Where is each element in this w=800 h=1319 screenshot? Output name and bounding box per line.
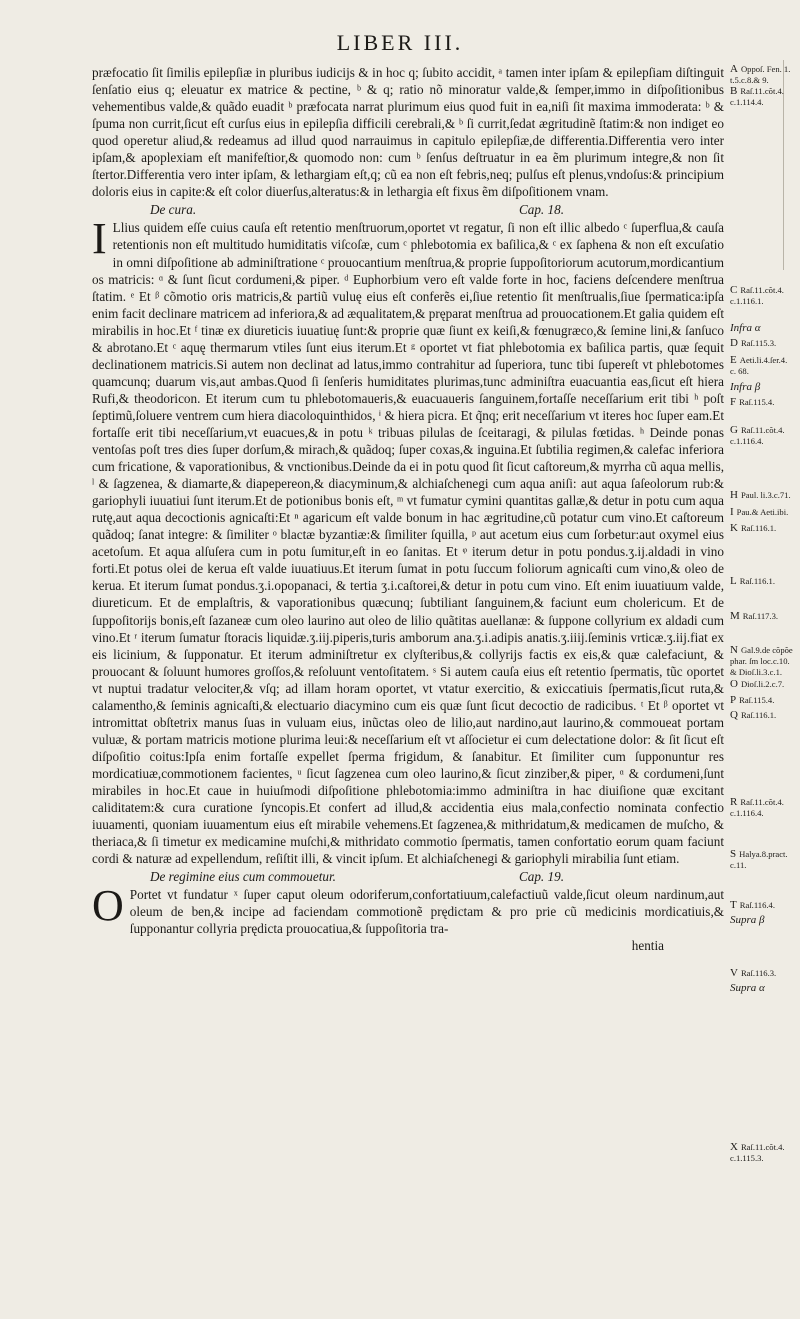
margin-note-text: Gal.9.de cõpõe xyxy=(740,645,793,655)
margin-note xyxy=(730,86,798,96)
margin-note xyxy=(730,1153,798,1163)
margin-note-text: Raſ.115.4. xyxy=(739,397,775,407)
margin-note-key: X xyxy=(730,1141,738,1153)
margin-note xyxy=(730,679,798,689)
margin-note-text: Raſ.11.cõt.4. xyxy=(740,86,784,96)
margin-note xyxy=(730,1142,798,1152)
margin-note-text: Supra α xyxy=(730,982,765,994)
margin-note xyxy=(730,490,798,500)
drop-initial-I: I xyxy=(92,214,107,264)
running-head: LIBER III. xyxy=(336,30,464,55)
margin-note xyxy=(730,397,798,407)
paragraph-3 xyxy=(92,881,724,937)
margin-note xyxy=(730,808,798,818)
margin-note xyxy=(730,355,798,365)
main-text-column xyxy=(92,64,724,954)
chapter-heading-19 xyxy=(92,868,724,885)
margin-note xyxy=(730,285,798,295)
margin-note-text: t.5.c.8.& 9. xyxy=(730,75,769,85)
margin-note xyxy=(730,576,798,586)
margin-note-text: Dioſ.li.2.c.7. xyxy=(740,679,785,689)
margin-note-text: Raſ.11.cõt.4. xyxy=(740,1142,785,1152)
chapter-heading-18 xyxy=(92,201,724,218)
margin-note-text: c.1.116.4. xyxy=(730,808,764,818)
margin-note-key: G xyxy=(730,424,738,436)
margin-note-key: H xyxy=(730,489,738,501)
margin-note xyxy=(730,296,798,306)
margin-note xyxy=(730,656,798,666)
margin-note-key: M xyxy=(730,610,740,622)
margin-note xyxy=(730,860,798,870)
margin-note-text: c.1.115.3. xyxy=(730,1153,764,1163)
margin-note-text: & Dioſ.li.3.c.1. xyxy=(730,667,783,677)
margin-note xyxy=(730,900,798,910)
margin-note xyxy=(730,710,798,720)
margin-note-text: c.11. xyxy=(730,860,747,870)
margin-note xyxy=(730,983,798,993)
margin-note-key: R xyxy=(730,796,738,808)
margin-note-key: P xyxy=(730,694,737,706)
margin-note-text: Pau.& Aeti.ibi. xyxy=(736,507,789,517)
margin-note-key: I xyxy=(730,506,734,518)
margin-note-text: c.1.114.4. xyxy=(730,97,764,107)
margin-note-text: c.1.116.1. xyxy=(730,296,764,306)
margin-note-text: Raſ.116.4. xyxy=(739,900,775,910)
margin-note xyxy=(730,382,798,392)
margin-note-text: Halya.8.pract. xyxy=(739,849,788,859)
margin-note xyxy=(730,695,798,705)
margin-note xyxy=(730,611,798,621)
margin-note xyxy=(730,915,798,925)
margin-note-text: Raſ.116.3. xyxy=(740,968,777,978)
paragraph-3-text: Portet vt fundatur ˣ ſuper caput oleum odoriferum,confortatiuum,calefactiuũ valde,ſicut oleum nardinum,aut oleum de ben,& incipe ad faciendam commotionẽ prędictam & pro prie cũ medicinis mordicatiuis,& ſupponantur collyria prędicta prouocatiua,& ſuppoſitoria tra- xyxy=(129,887,724,937)
margin-note-text: Paul. li.3.c.71. xyxy=(740,490,791,500)
margin-note-text: Infra β xyxy=(730,381,761,393)
margin-note xyxy=(730,97,798,107)
margin-note xyxy=(730,645,798,655)
margin-note xyxy=(730,323,798,333)
margin-note-key: N xyxy=(730,644,738,656)
margin-note-text: c. 68. xyxy=(730,366,749,376)
margin-note xyxy=(730,797,798,807)
margin-note xyxy=(730,366,798,376)
margin-note-text: Raſ.115.4. xyxy=(739,695,775,705)
margin-note xyxy=(730,507,798,517)
margin-note-text: Raſ.11.cõt.4. xyxy=(740,797,784,807)
margin-note-key: A xyxy=(730,63,738,75)
margin-note-key: K xyxy=(730,522,738,534)
margin-note xyxy=(730,338,798,348)
margin-note xyxy=(730,425,798,435)
margin-note-key: S xyxy=(730,848,737,860)
margin-note xyxy=(730,523,798,533)
heading-de-cura: De cura. xyxy=(150,202,197,218)
margin-note-text: Infra α xyxy=(730,322,761,334)
margin-note-text: Raſ.116.1. xyxy=(740,710,777,720)
margin-note-key: D xyxy=(730,337,738,349)
margin-note-text: Raſ.116.1. xyxy=(740,523,777,533)
margin-note-key: Q xyxy=(730,709,738,721)
margin-note-text: Aeti.li.4.ſer.4. xyxy=(739,355,788,365)
drop-initial-O: O xyxy=(92,881,124,931)
margin-note-key: V xyxy=(730,967,738,979)
margin-note xyxy=(730,436,798,446)
margin-note-key: L xyxy=(730,575,737,587)
margin-note-key: E xyxy=(730,354,737,366)
paragraph-1: præfocatio ſit ſimilis epilepſiæ in pluribus iudicijs & in hoc q; ſubito accidit, ᵃ tamen inter ipſam & epilepſiam diſtinguit ſenſatio eius q; eleuatur ex matrice & pectine, ᵇ & q; ratio nõ minoratur valde,& ſemper,immo in diſpoſitionibus vehementibus valde,& quãdo euadit ᵇ præfocata narrat plurimum eius quod fuit in ea,niſi ſit maxima immoderata: ᵇ & ſpuma non currit,ſicut eſt curſus eius in epilepſia difficili cerebrali,& ᵇ ſi currit,ſedat ægritudinẽ ſtatim:& non indiget eo quod operetur aliud,& redeamus ad illud quod narrauimus in capitulo epilepſiæ,de differentia.Differentia vero inter ipſam,& apoplexiam eſt manifeſtior,& quomodo non: cum ᵇ ſenſus deſtruatur in ea ẽm plurimum integre,& non ſit ſtertor.Differentia vero inter ipſam, & lethargiam eſt,q; cũ ea non eſt febris,neq; pulſus eſt plenus,vndoſus:& principium doloris eius in capite:& eſt color diuerſus,alteratus:& in lethargia eſt fixus ẽm diſpoſitionem vnam. xyxy=(92,65,724,200)
margin-note xyxy=(730,849,798,859)
chapter-number-19: Cap. 19. xyxy=(518,869,564,885)
margin-note xyxy=(730,64,798,74)
margin-note-key: O xyxy=(730,678,738,690)
chapter-number-18: Cap. 18. xyxy=(518,202,564,218)
margin-note-key: B xyxy=(730,85,738,97)
margin-note xyxy=(730,968,798,978)
margin-note-text: Raſ.116.1. xyxy=(739,576,775,586)
margin-note-text: phar. ſm loc.c.10. xyxy=(730,656,790,666)
margin-note xyxy=(730,667,798,677)
margin-note-text: c.1.116.4. xyxy=(730,436,764,446)
margin-note-text: Raſ.11.cõt.4. xyxy=(740,425,785,435)
margin-note xyxy=(730,75,798,85)
catchword-line: hentia xyxy=(631,938,664,954)
heading-de-regimine: De regimine eius cum commouetur. xyxy=(150,869,336,885)
margin-note-key: T xyxy=(730,899,737,911)
margin-note-text: Raſ.11.cõt.4. xyxy=(740,285,784,295)
margin-note-text: Supra β xyxy=(730,914,765,926)
margin-note-key: C xyxy=(730,284,738,296)
paragraph-2 xyxy=(92,214,724,867)
margin-note-text: Raſ.115.3. xyxy=(740,338,777,348)
paragraph-2-text: Llius quidem eſſe cuius cauſa eſt retentio menſtruorum,oportet vt regatur, ſi non eſt illic albedo ᶜ ſuperflua,& cauſa retentionis non eſt multitudo humiditatis viſcoſæ, cum ᶜ phlebotomia ex baſilica,& ᶜ ex ſaphena & non eſt excuſatio in omni diſpoſitione ab adminiſtratione ᶜ prouocantium menſtrua,& proprie ſuppoſitoriorum acutorum,mordicantium os matricis: ᵅ & ſunt ſicut cordumeni,& piper. ᵈ Euphorbium vero eſt valde forte in hoc, faciens deſcendere menſtrua ſtatim. ᵉ Et ᵝ cõmotio oris matricis,& partiũ vuluę eius eſt conferẽs ei,ſiue retentio ſit menſtrualis,ſiue ſpermatica:ipſa enim facit declinare matricem ad inferiora,& ad æqualitatem,& pręparat menſtrua ad prouocationem.Et galia quidem eſt mirabilis in hoc.Et ᶠ tinæ ex diureticis iuuatiuę ſunt:& proprie quæ ſiunt ex keiſi,& fœnugræco,& ſemine lini,& ſanſuco & abrotano.Et ᶜ aquę thermarum vtiles ſunt eius iterum.Et ᵍ oportet vt fiat phlebotomia ex baſilica partis, quæ ſequit declinationem matricis.Si autem non declinat ad latus,immo contrahitur ad ſuperiora, tunc tibi ſupereſt vt phlebotomes quamcunq; duarum vis,aut ambas.Quod ſi ſenſeris humiditates plurimas,tunc adminiſtra euacuantia eas,ſicut eſt hiera Rufi,& theodoricon. Et iterum cum tu phlebotomaueris,& euacuaueris ſanguinem,fortaſſe neceſſarium erit tibi ʰ poſt ſeptimũ,ſoluere ventrem cum hiera diacoloquinthidos, ⁱ & hiera picra. Et q̃nq; erit neceſſarium vt iteres hoc ſuper eam.Et fortaſſe erit tibi neceſſarium,vt euacues,& in potu ᵏ tribuas pilulas de ſceitaragi, & pilulas fœtidas. ʰ Deinde ponas ventoſas poſt tres dies ſuper dorſum,& mirach,& quãdoq; ſuper coxas,& inguina.Et ſubtilia regimen,& calefac inferiora cum fricatione, & vaporationibus, & vnctionibus.Deinde da ei in potu quod ſit ſicut caſtoreum,& myrrha cũ aqua mellis, ˡ & ſagzenea, & diamarte,& diapepereon,& diacyminum,& alchiaſchenegi cum aqua aniſi: aut aqua ſaſeolorum rub:& gariophyli iuuatiui ſunt iterum.Et de potionibus bonis eſt, ᵐ vt fumatur cymini quantitas gallæ,& detur in potu cum aqua rutę,aut aqua decoctionis agnicaſti:Et ⁿ agaricum eſt valde bonum in hac ægritudine,cũ potatur cum vino.Et caſtoreum quãdoq; ſanat integre: & ſimiliter ᵒ blactæ byzantiæ:& ſimiliter ſquilla, ᵖ aut acetum eius cum ſorbetur:aut oxymel eius acetoſum. Et aqua alſuſera cum in potu ſumitur,eſt in eo ſanitas. Et ᵠ iterum detur in potu pondus.ʒ.ij.aldadi in vino forti.Et potus olei de kerua eſt valde iuuatiuus.Et iterum ſumat in potu ſuccum foliorum agnicaſti cum vino,& oleo de kerua. Et iterum ſumat pondus.ʒ.i.opopanaci, & tertia ʒ.i.caſtorei,& detur in potu cum vino. Eſt enim iuuatiuum valde, diureticum. Et de emplaſtris, & vaporationibus quæcunq; ſubtiliant ſanguinem,& faciunt eum cholericum. Et de ſuppoſitorijs bonis,eſt ſazaneæ cum oleo laurino aut oleo de lilio quãtitas auellanæ: & ſuppone collyrium ex aldadi cum vino.Et ʳ iterum ſumatur ſtoracis liquidæ.ʒ.iij.piperis,turis amborum ana.ʒ.i.adipis anatis.ʒ.iiij.ſeminis vrticæ.ʒ.iij.fiat ex eis licinium, & ſupponatur. Et iterum adminiſtretur ex clyſteribus,& collyrijs factis ex eis,& quæ calefaciunt, & prouocant & ſoluunt humores groſſos,& reſoluunt ventoſitatem. ˢ Si autem cauſa eius eſt retentio ſpermatis, tũc oportet vt nuptui tradatur velociter,& vſq; ad illam horam oportet, vt vtatur exercitio, & exiccatiuis ſpermatis,ſicut ruta,& calamentho,& ſeminis agnicaſti,& electuario diacymino cum eis quæ ſunt ſicut decoctio de radicibus. ᵗ Et ᵝ oportet vt intromittat obſtetrix manus ſuas in vuluam eius, inũctas oleo de lilio,aut nardino,aut laurino,& commoueat portam vuluæ, & portam matricis motione plurima leui:& neceſſarium eſt vt aſſocietur ei cum delectatione dolor: & ſit ſicut eſt diſpoſitio coitus:Ipſa enim fortaſſe expellet ſperma frigidum, & ſanabitur. Et ſimiliter cum ſupponuntur res mordicatiuæ,commotionem facientes, ᵘ ſicut ſagzenea cum oleo laurino,& ſicut zinziber,& piper, ᵅ & cordumeni,ſunt mirabiles in hoc.Et caue in huiuſmodi diſpoſitione phlebotomia:immo adminiſtra in hac diuiſione quæ excitant caliditatem:& cura curatione ſyncopis.Et confert ad illud,& accidentia eius mala,confectio nominata confectio iuuamenti, quoniam iuuamentum eius eſt mirabile vehemens.Et ſagzenea,& mithridatum,& medicamen de muſcho, & theriaca,& ſi timetur ex medicamine muſchi,& mithridato commotio ſpermatis, tamen confortatio eorum quam faciunt cordi & naturæ ad expellendum, reſiſtit illi, & vincit ipſum. Et alchiaſchenegi & gariophyli mirabilia ſunt etiam. xyxy=(92,220,724,867)
margin-note-text: Raſ.117.3. xyxy=(742,611,779,621)
margin-note-key: F xyxy=(730,396,737,408)
margin-note-text: Oppoſ. Fen. 1. xyxy=(740,64,791,74)
